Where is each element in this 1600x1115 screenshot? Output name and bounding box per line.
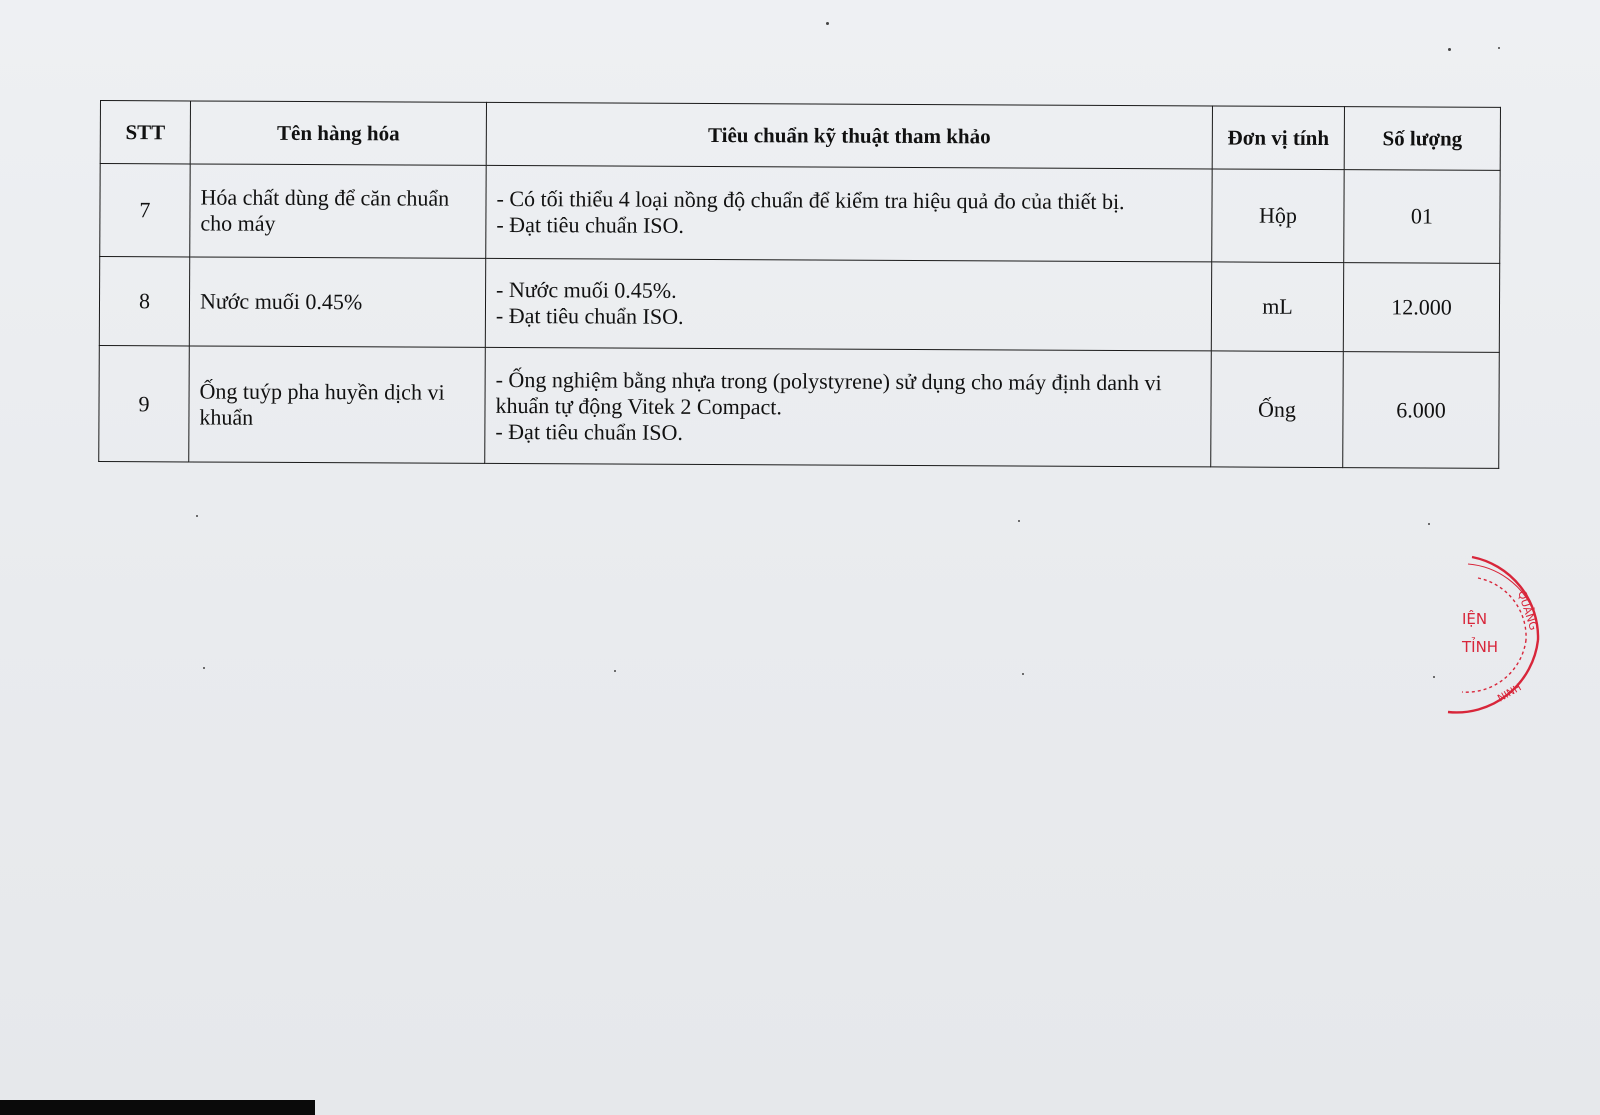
header-quantity: Số lượng: [1344, 107, 1500, 171]
scan-speck: [196, 515, 198, 517]
table-row: [99, 257, 1499, 353]
cell-quantity: 12.000: [1343, 263, 1499, 353]
cell-unit: Hộp: [1212, 169, 1344, 263]
scan-speck: [1018, 520, 1020, 522]
scan-speck: [1428, 523, 1430, 525]
scan-speck: [1022, 673, 1024, 675]
cell-quantity: 01: [1344, 170, 1500, 264]
cell-unit: mL: [1211, 262, 1343, 352]
stamp-text-line: NINH: [1496, 682, 1524, 705]
specification-table: [98, 100, 1501, 469]
header-item-name: Tên hàng hóa: [190, 101, 486, 165]
cell-stt: 9: [99, 345, 190, 461]
cell-technical-spec: [486, 165, 1212, 262]
cell-item-name: Hóa chất dùng để căn chuẩn cho máy: [190, 164, 486, 258]
official-seal-stamp: [1440, 552, 1570, 722]
spec-line: - Đạt tiêu chuẩn ISO.: [495, 418, 684, 445]
scan-edge-bar: [0, 1100, 315, 1115]
stamp-text-line: TỈNH: [1462, 638, 1499, 656]
table-row: [100, 164, 1500, 264]
spec-line: - Đạt tiêu chuẩn ISO.: [496, 211, 685, 238]
cell-item-name: Ống tuýp pha huyền dịch vi khuẩn: [189, 346, 486, 463]
spec-line: - Nước muối 0.45%.: [496, 276, 677, 303]
cell-technical-spec: [485, 258, 1211, 351]
table-header-row: [100, 101, 1500, 171]
header-unit: Đơn vị tính: [1212, 106, 1344, 170]
stamp-text-line: QUẢNG: [1515, 588, 1541, 632]
cell-technical-spec: [485, 347, 1212, 467]
stamp-text-line: IỆN: [1462, 610, 1488, 628]
scan-speck: [1448, 48, 1451, 51]
table-row: [99, 345, 1500, 468]
cell-stt: 7: [100, 164, 190, 257]
header-stt: STT: [100, 101, 190, 164]
spec-line: - Đạt tiêu chuẩn ISO.: [495, 302, 684, 329]
spec-line: - Ống nghiệm bằng nhựa trong (polystyrene) sử dụng cho máy định danh vi khuẩn tự động Vitek 2 Compact.: [495, 366, 1162, 419]
scan-speck: [826, 22, 829, 25]
scan-speck: [614, 670, 616, 672]
cell-unit: Ống: [1211, 351, 1344, 468]
scan-speck: [1433, 676, 1435, 678]
cell-stt: 8: [99, 257, 189, 346]
header-technical-spec: Tiêu chuẩn kỹ thuật tham khảo: [486, 102, 1212, 169]
cell-item-name: Nước muối 0.45%: [189, 257, 485, 347]
scan-speck: [1498, 47, 1500, 49]
cell-quantity: 6.000: [1343, 352, 1500, 469]
spec-line: - Có tối thiểu 4 loại nồng độ chuẩn để kiểm tra hiệu quả đo của thiết bị.: [496, 185, 1125, 215]
scan-speck: [203, 667, 205, 669]
